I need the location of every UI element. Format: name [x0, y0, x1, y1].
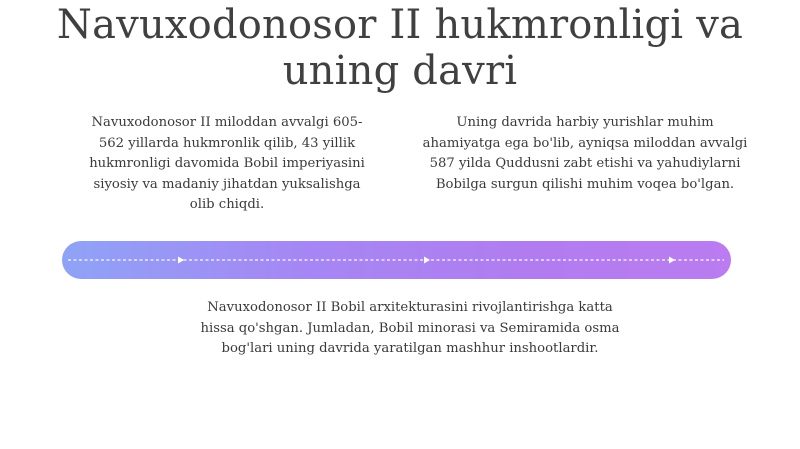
slide-title: Navuxodonosor II hukmronligi va uning davri: [56, 2, 744, 94]
timeline-arrow-line: [62, 241, 731, 279]
paragraph-military: Uning davrida harbiy yurishlar muhim ahamiyatga ega bo'lib, ayniqsa miloddan avvalgi 587 yilda Quddusni zabt etishi va yahudiylarni Bobilga surgun qilishi muhim voqea bo'lgan.: [422, 115, 748, 192]
timeline-arrow-icon-1: [178, 257, 184, 264]
timeline-arrow-icon-2: [424, 257, 430, 264]
timeline-bar: [62, 241, 731, 279]
timeline-arrow-icon-3: [669, 257, 675, 264]
paragraph-reign: Navuxodonosor II miloddan avvalgi 605-562 yillarda hukmronlik qilib, 43 yillik hukmronligi davomida Bobil imperiyasini siyosiy va madaniy jihatdan yuksalishga olib chiqdi.: [89, 115, 365, 212]
paragraph-architecture: Navuxodonosor II Bobil arxitekturasini rivojlantirishga katta hissa qo'shgan. Jumladan, Bobil minorasi va Semiramida osma bog'lari uning davrida yaratilgan mashhur inshootlardir.: [200, 300, 620, 356]
